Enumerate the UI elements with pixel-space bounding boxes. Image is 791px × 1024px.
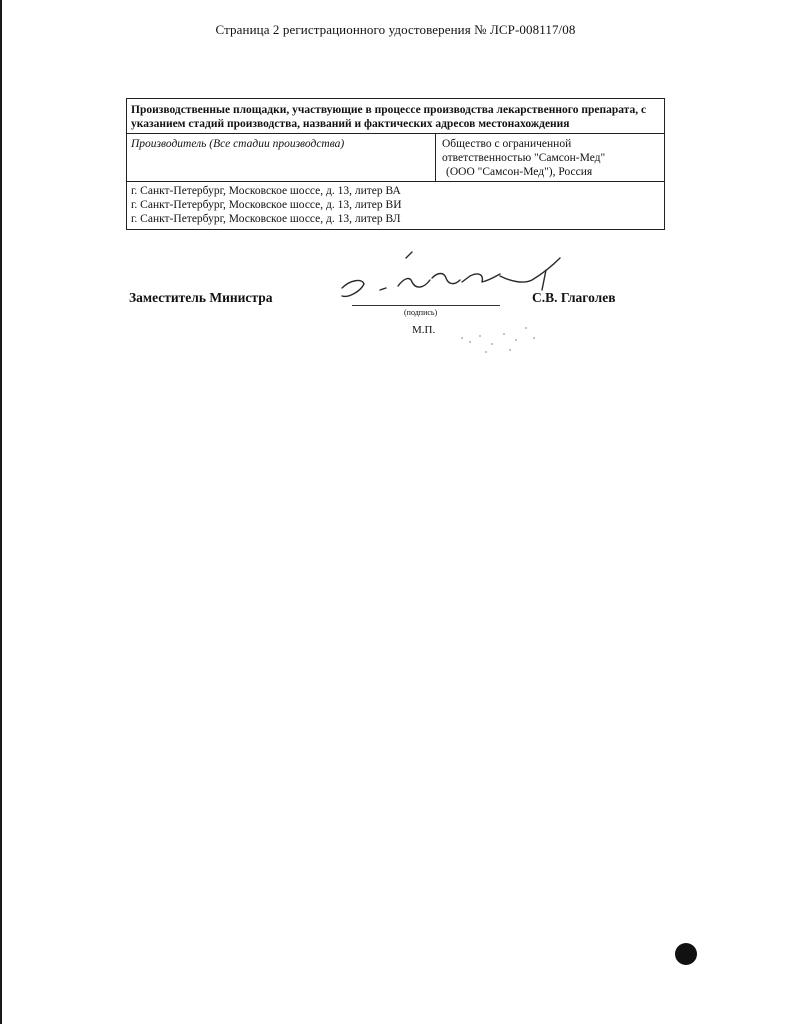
page-left-edge [0,0,2,1024]
manufacturer-role-cell: Производитель (Все стадии производства) [127,134,436,182]
company-line: (ООО "Самсон-Мед"), Россия [446,166,593,178]
company-cell [436,134,665,182]
address-line: г. Санкт-Петербург, Московское шоссе, д. 13, литер ВИ [131,199,402,211]
addresses-row [127,182,665,230]
signatory-position: Заместитель Министра [129,290,273,305]
stamp-mark-label: М.П. [412,324,436,336]
page-header: Страница 2 регистрационного удостоверения № ЛСР-008117/08 [215,22,576,37]
black-dot-mark [675,943,697,965]
company-line: ответственностью "Самсон-Мед" [442,152,606,164]
manufacturer-row [127,134,665,182]
signature-row [129,290,629,310]
signature-caption: (подпись) [404,308,438,317]
address-line: г. Санкт-Петербург, Московское шоссе, д. 13, литер ВА [131,185,401,197]
address-line: г. Санкт-Петербург, Московское шоссе, д. 13, литер ВЛ [131,213,401,225]
table-header-row [127,99,665,134]
production-sites-table [126,98,665,230]
table-title-cell: Производственные площадки, участвующие в процессе производства лекарственного препарата, с указанием стадий производства, названий и фактических адресов местонахождения [127,99,665,134]
addresses-cell [127,182,436,230]
empty-cell [436,182,665,230]
company-line: Общество с ограниченной [442,138,572,150]
signatory-name: С.В. Глаголев [532,290,616,305]
